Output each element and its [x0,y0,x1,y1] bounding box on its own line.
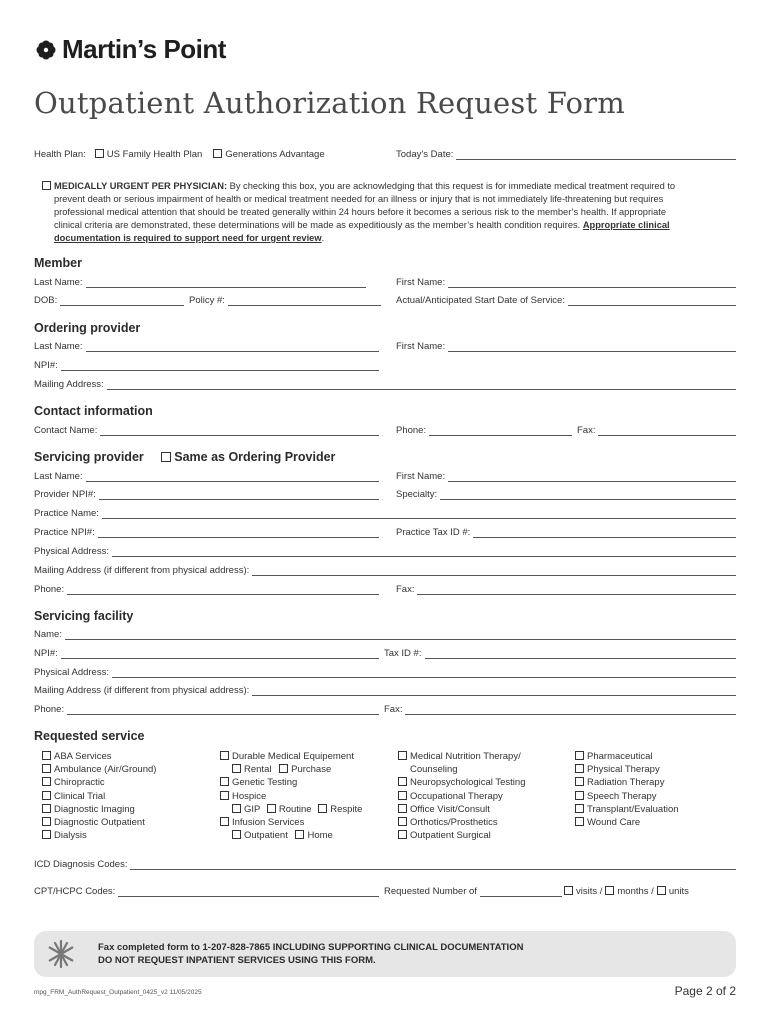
ordering-last-name-field[interactable]: Last Name: [34,341,379,352]
service-option[interactable]: Chiropractic [42,776,156,789]
service-option[interactable]: Infusion Services [220,816,362,829]
requested-service-heading: Requested service [34,729,145,743]
units-option[interactable]: units [657,886,689,897]
purchase-option[interactable]: Purchase [279,764,331,775]
sp-fax-field[interactable]: Fax: [396,584,736,595]
ordering-provider-heading: Ordering provider [34,321,141,335]
sf-mailing-address-field[interactable]: Mailing Address (if different from physical address): [34,685,736,696]
service-option[interactable]: Occupational Therapy [398,790,525,803]
service-option[interactable]: Pharmaceutical [575,750,679,763]
service-option[interactable]: Office Visit/Consult [398,803,525,816]
member-start-date-field[interactable]: Actual/Anticipated Start Date of Service: [396,295,736,306]
service-option[interactable]: ABA Services [42,750,156,763]
ordering-first-name-field[interactable]: First Name: [396,341,736,352]
service-option[interactable]: Dialysis [42,829,156,842]
service-option[interactable]: Outpatient Surgical [398,829,525,842]
sp-specialty-field[interactable]: Specialty: [396,489,736,500]
visits-option[interactable]: visits / [564,886,602,897]
service-option[interactable]: Clinical Trial [42,790,156,803]
servicing-facility-heading: Servicing facility [34,609,134,623]
member-policy-field[interactable]: Policy #: [189,295,381,306]
us-family-checkbox[interactable] [95,149,104,158]
urgent-notice: MEDICALLY URGENT PER PHYSICIAN: By checking this box, you are acknowledging that this request is for immediate medical treatment required to prevent death or serious impairment of health or medical treatment needed for an illness or injury that is not immediately life-threatening but requires professional medical attention that should be treated generally within 24 hours before it becomes a serious risk to the member’s health. If appropriate clinical criteria are demonstrated, these determinations will be made as expeditiously as the member’s health condition requires. Appropriate clinical documentation is required to support need for urgent review. [42,180,730,245]
service-column-3: Medical Nutrition Therapy/ Counseling Neuropsychological Testing Occupational Therapy Office Visit/Consult Orthotics/Prosthetics Outpatient Surgical [398,750,525,842]
service-option[interactable]: Speech Therapy [575,790,679,803]
sp-practice-name-field[interactable]: Practice Name: [34,508,736,519]
service-option[interactable]: Genetic Testing [220,776,362,789]
outpatient-option[interactable]: Outpatient [232,830,288,841]
ordering-npi-field[interactable]: NPI#: [34,360,379,371]
service-option[interactable]: Hospice [220,790,362,803]
same-as-ordering-checkbox[interactable] [161,452,171,462]
todays-date-field[interactable]: Today’s Date: [396,149,736,160]
health-plan-row [34,149,736,163]
service-column-1 [42,750,156,842]
sp-practice-npi-field[interactable]: Practice NPI#: [34,527,379,538]
icd-codes-field[interactable]: ICD Diagnosis Codes: [34,859,736,870]
banner-line-2: DO NOT REQUEST INPATIENT SERVICES USING THIS FORM. [98,955,376,966]
sf-phone-field[interactable]: Phone: [34,704,379,715]
service-option[interactable]: Diagnostic Outpatient [42,816,156,829]
urgent-checkbox[interactable] [42,181,51,190]
service-option[interactable]: Radiation Therapy [575,776,679,789]
service-column-2 [220,750,362,842]
servicing-provider-heading: Servicing provider Same as Ordering Provider [34,450,336,464]
sp-provider-npi-field[interactable]: Provider NPI#: [34,489,379,500]
service-option[interactable]: Durable Medical Equipement [220,750,362,763]
ordering-mailing-field[interactable]: Mailing Address: [34,379,736,390]
member-first-name-field[interactable]: First Name: [396,277,736,288]
service-option[interactable]: Medical Nutrition Therapy/ [398,750,525,763]
home-option[interactable]: Home [295,830,332,841]
us-family-label: US Family Health Plan [106,149,203,160]
service-option[interactable]: Physical Therapy [575,763,679,776]
member-heading: Member [34,256,82,270]
urgent-doc-link-2: documentation is required to support need for urgent review [54,233,322,243]
service-column-4 [575,750,679,829]
contact-heading: Contact information [34,404,153,418]
contact-phone-field[interactable]: Phone: [396,425,572,436]
service-option[interactable]: Ambulance (Air/Ground) [42,763,156,776]
sf-fax-field[interactable]: Fax: [384,704,736,715]
service-option[interactable]: Orthotics/Prosthetics [398,816,525,829]
flower-logo-icon [36,40,56,60]
sp-phone-field[interactable]: Phone: [34,584,379,595]
logo-text: Martin’s Point [62,34,226,64]
respite-option[interactable]: Respite [318,804,362,815]
months-option[interactable]: months / [605,886,653,897]
service-option[interactable]: Transplant/Evaluation [575,803,679,816]
banner-line-1: Fax completed form to 1-207-828-7865 INCLUDING SUPPORTING CLINICAL DOCUMENTATION [98,942,524,953]
generations-label: Generations Advantage [225,149,325,160]
sf-name-field[interactable]: Name: [34,629,736,640]
routine-option[interactable]: Routine [267,804,312,815]
sf-tax-field[interactable]: Tax ID #: [384,648,736,659]
sp-mailing-address-field[interactable]: Mailing Address (if different from physical address): [34,565,736,576]
form-id: mpg_FRM_AuthRequest_Outpatient_0425_v2 11/05/2025 [34,989,202,996]
page-title: Outpatient Authorization Request Form [34,86,625,120]
sp-practice-tax-field[interactable]: Practice Tax ID #: [396,527,736,538]
urgent-doc-link-1: Appropriate clinical [582,220,670,230]
service-option[interactable]: Neuropsychological Testing [398,776,525,789]
sf-npi-field[interactable]: NPI#: [34,648,379,659]
sp-last-name-field[interactable]: Last Name: [34,471,379,482]
rental-option[interactable]: Rental [232,764,271,775]
requested-number-field[interactable]: Requested Number of [384,886,562,897]
service-option[interactable]: Wound Care [575,816,679,829]
service-option[interactable]: Diagnostic Imaging [42,803,156,816]
sp-physical-address-field[interactable]: Physical Address: [34,546,736,557]
gip-option[interactable]: GIP [232,804,260,815]
fax-banner [34,931,736,977]
health-plan-label: Health Plan: [34,149,86,160]
sp-first-name-field[interactable]: First Name: [396,471,736,482]
contact-fax-field[interactable]: Fax: [577,425,736,436]
cpt-codes-field[interactable]: CPT/HCPC Codes: [34,886,379,897]
page-number: Page 2 of 2 [674,984,736,998]
asterisk-star-icon [46,939,76,969]
same-as-ordering-label: Same as Ordering Provider [174,450,336,464]
sf-physical-address-field[interactable]: Physical Address: [34,667,736,678]
contact-name-field[interactable]: Contact Name: [34,425,379,436]
martins-point-logo [36,34,226,65]
generations-checkbox[interactable] [213,149,222,158]
member-dob-field[interactable]: DOB: [34,295,184,306]
member-last-name-field[interactable]: Last Name: [34,277,366,288]
